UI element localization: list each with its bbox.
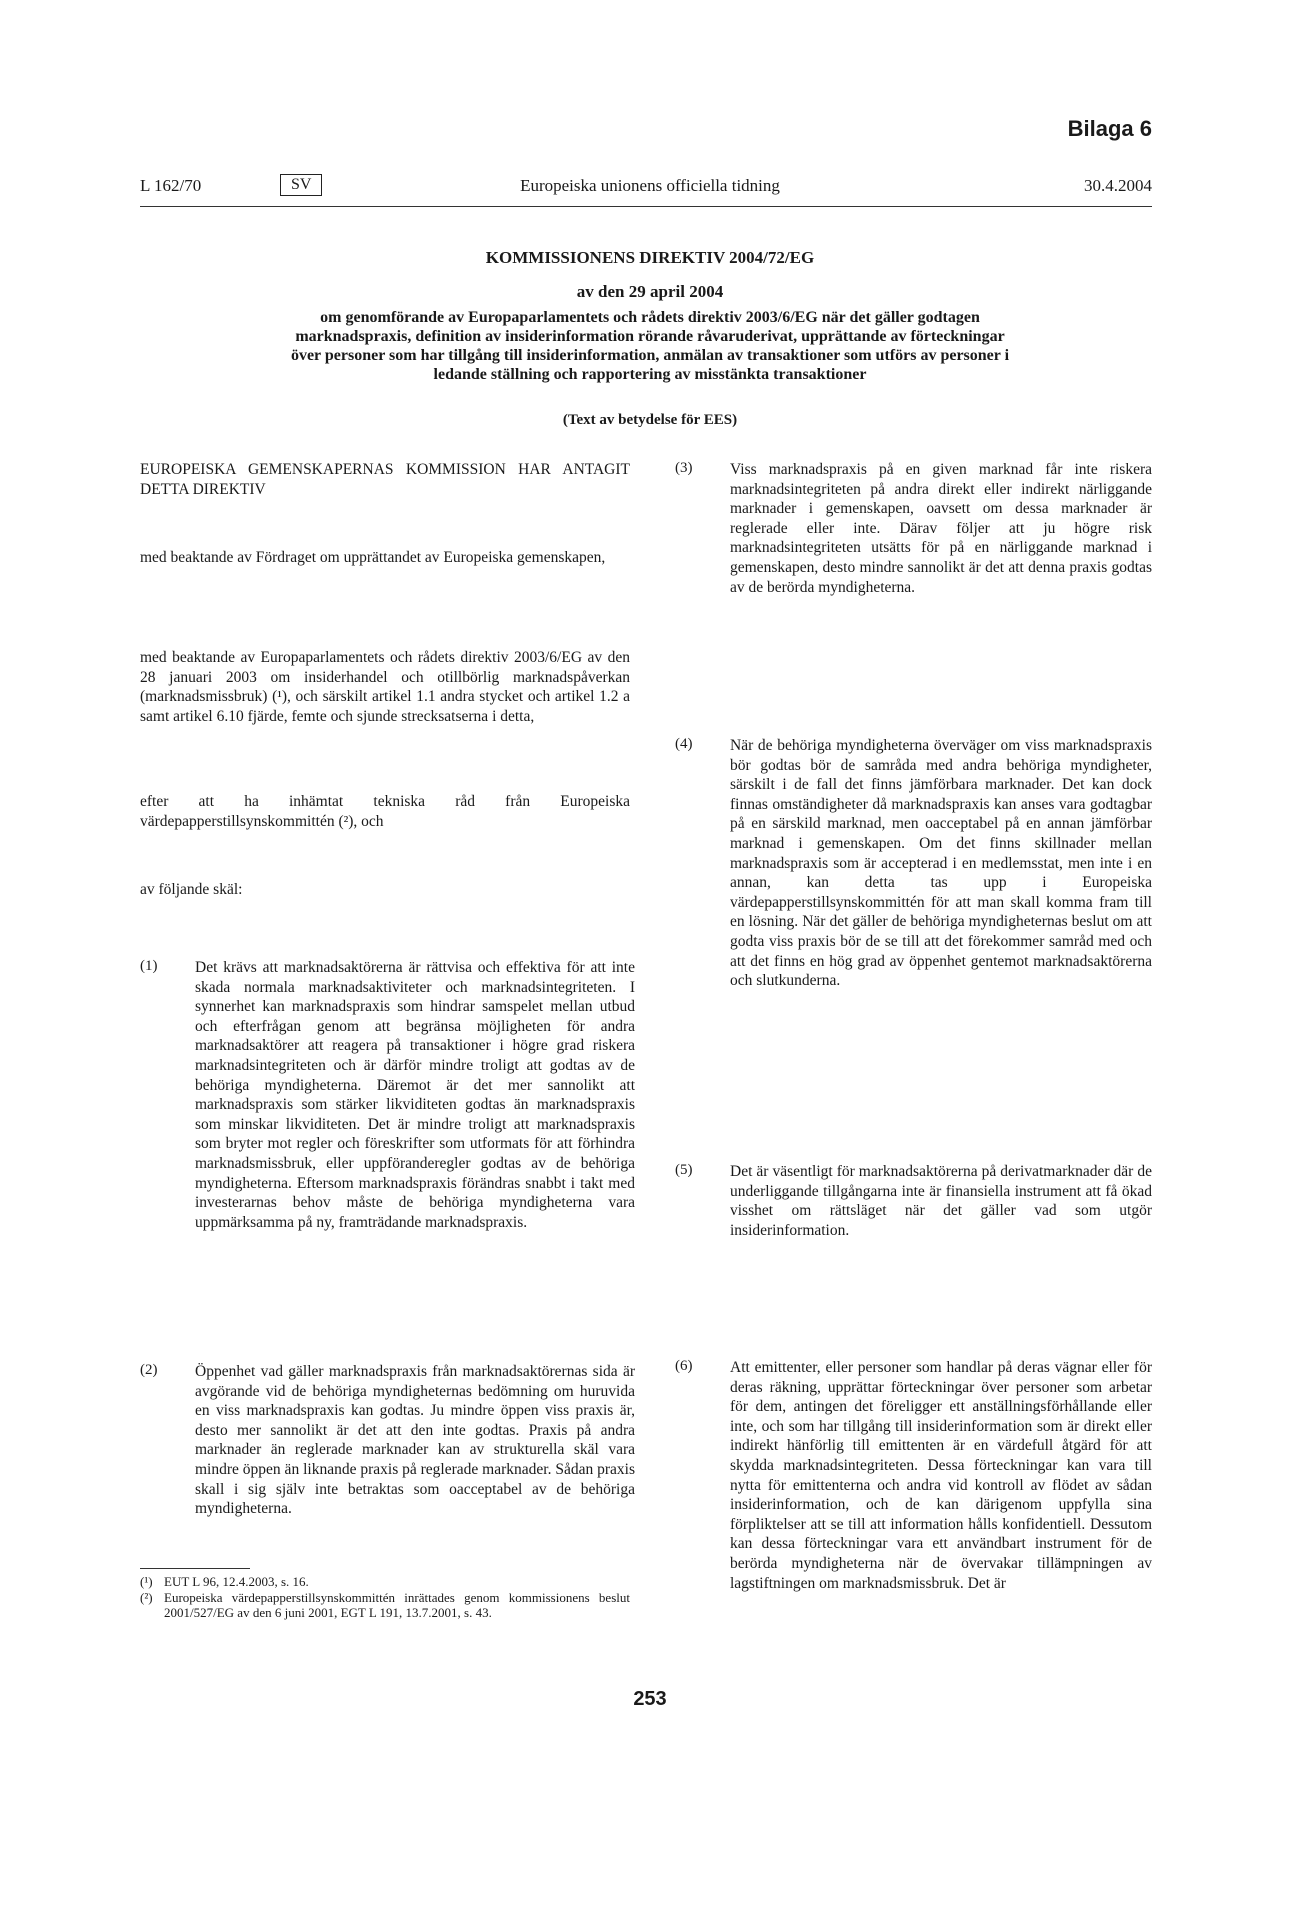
recital-text: Det är väsentligt för marknadsaktörerna på derivatmarknader där de underliggande tillgångarna inte är finansiella instrument att få ökad visshet om rättsläget när det gäller vad som utgör insiderinformation. xyxy=(730,1163,1152,1239)
footnote-mark: (¹) xyxy=(140,1574,153,1589)
footnote-text: Europeiska värdepapperstillsynskommittén inrättades genom kommissionens beslut 2001/527/EG av den 6 juni 2001, EGT L 191, 13.7.2001, s. 43. xyxy=(164,1590,630,1620)
citation-advice: efter att ha inhämtat tekniska råd från Europeiska värdepapperstillsynskommittén (²), och xyxy=(140,793,630,830)
recital-text: Viss marknadspraxis på en given marknad får inte riskera marknadsintegriteten på andra direkt eller indirekt närliggande marknader i gemenskapen, oavsett om dessa marknader är reglerade eller inte. Därav följer att ju högre risk marknadsintegriteten utsätts för på en närliggande marknad i gemenskapen, desto mindre sannolikt är det att denna praxis godtas av de berörda myndigheterna. xyxy=(730,461,1152,596)
document-title: KOMMISSIONENS DIREKTIV 2004/72/EG xyxy=(485,248,815,267)
recital-text: Att emittenter, eller personer som handlar på deras vägnar eller för deras räkning, upprättar förteckningar över personer som arbetar för dem, antingen det föreligger ett anställningsförhållande eller inte, och som har tillgång till insiderinformation som är direkt eller indirekt hänförlig till emittenten är en värdefull åtgärd för att skydda marknadsintegriteten. Dessa förteckningar kan vara till nytta för emittenterna och andra vid kontroll av flödet av sådan insiderinformation, och de kan därigenom uppfylla sina förpliktelser att se till att information hålls konfidentiell. Dessutom kan dessa förteckningar vara ett användbart instrument för de berörda myndigheterna när de övervakar tillämpningen av lagstiftningen om marknadsmissbruk. Det är xyxy=(730,1359,1152,1592)
preamble-intro: EUROPEISKA GEMENSKAPERNAS KOMMISSION HAR ANTAGIT DETTA DIREKTIV xyxy=(140,461,630,498)
publication-date: 30.4.2004 xyxy=(1084,176,1152,195)
page-number: 253 xyxy=(633,1688,667,1710)
whereas-clause: av följande skäl: xyxy=(140,881,243,898)
recital-text: Öppenhet vad gäller marknadspraxis från marknadsaktörernas sida är avgörande vid de behöriga myndigheternas bedömning om huruvida en viss marknadspraxis kan godtas. Ju mindre öppen viss praxis är, desto mer sannolikt är det att den inte godtas. Praxis på andra marknader än reglerade marknader kan av strukturella skäl vara mindre öppen än liknande praxis på reglerade marknader. Sådan praxis skall i sig själv inte betraktas som oacceptabel av de behöriga myndigheterna. xyxy=(195,1363,635,1518)
document-subject: om genomförande av Europaparlamentets och rådets direktiv 2003/6/EG när det gäller godtagen marknadspraxis, definition av insiderinformation rörande råvaruderivat, upprättande av förteckningar över personer som har tillgång till insiderinformation, anmälan av transaktioner som utförs av personer i ledande ställning och rapportering av misstänkta transaktioner xyxy=(290,309,1010,383)
footnote-rule xyxy=(140,1568,250,1569)
journal-reference: L 162/70 xyxy=(140,176,202,195)
footnote-mark: (²) xyxy=(140,1590,153,1605)
recital-number: (1) xyxy=(140,958,158,974)
citation-directive: med beaktande av Europaparlamentets och rådets direktiv 2003/6/EG av den 28 januari 2003 om insiderhandel och otillbörlig marknadspåverkan (marknadsmissbruk) (¹), och särskilt artikel 1.1 andra stycket och artikel 1.2 a samt artikel 6.10 fjärde, femte och sjunde strecksatserna i detta, xyxy=(140,649,630,725)
recital-text: Det krävs att marknadsaktörerna är rättvisa och effektiva för att inte skada normala marknadsaktiviteter och marknadsintegriteten. I synnerhet kan marknadspraxis som hindrar samspelet mellan utbud och efterfrågan genom att begränsa möjligheten för andra marknadsaktörer att reagera på transaktioner i högre grad riskera marknadsintegriteten och är därför mindre troligt att godtas av de behöriga myndigheterna. Däremot är det mer sannolikt att marknadspraxis som stärker likviditeten godtas än marknadspraxis som minskar likviditeten. Det är mindre troligt att marknadspraxis som bryter mot regler och föreskrifter som utformats för att förhindra marknadsmissbruk, eller uppföranderegler godtas av de behöriga myndigheterna. Eftersom marknadspraxis förändras snabbt i takt med investerarnas behov måste de behöriga myndigheterna vara uppmärksamma på ny, framträdande marknadspraxis. xyxy=(195,959,635,1231)
header-rule xyxy=(140,206,1152,207)
recital-number: (5) xyxy=(675,1162,693,1178)
recital-number: (6) xyxy=(675,1358,693,1374)
language-box: SV xyxy=(280,174,322,196)
journal-title: Europeiska unionens officiella tidning xyxy=(520,176,780,195)
recital-number: (4) xyxy=(675,736,693,752)
annex-label: Bilaga 6 xyxy=(1067,116,1152,141)
document-date: av den 29 april 2004 xyxy=(576,282,724,301)
footnote-text: EUT L 96, 12.4.2003, s. 16. xyxy=(164,1574,309,1589)
recital-number: (2) xyxy=(140,1362,158,1378)
recital-text: När de behöriga myndigheterna överväger om viss marknadspraxis bör godtas bör de samråda med andra behöriga myndigheter, särskilt i de fall det finns jämförbara marknader. Det kan dock finnas omständigheter då marknadspraxis kan anses vara godtagbar på en särskild marknad, men oacceptabel på en annan jämförbar marknad i gemenskapen. Om det finns skillnader mellan marknadspraxis som är accepterad i en medlemsstat, men inte i en annan, kan detta tas upp i Europeiska värdepapperstillsynskommittén för att man skall komma fram till en lösning. När det gäller de behöriga myndigheternas beslut om att godta viss praxis bör de se till att det förekommer samråd med och att det finns en hög grad av öppenhet gentemot marknadsaktörerna och slutkunderna. xyxy=(730,737,1152,990)
footnote xyxy=(140,1574,630,1589)
recital-number: (3) xyxy=(675,460,693,476)
citation-treaty: med beaktande av Fördraget om upprättandet av Europeiska gemenskapen, xyxy=(140,549,606,566)
eea-relevance: (Text av betydelse för EES) xyxy=(562,412,738,428)
footnote xyxy=(140,1590,630,1620)
